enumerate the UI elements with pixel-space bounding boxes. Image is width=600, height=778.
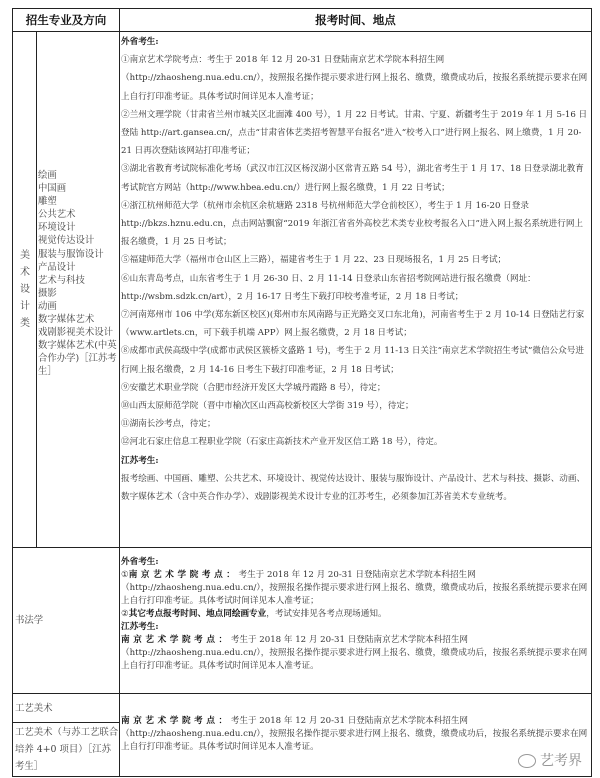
site-text: 考生于 2018 年 12 月 20-31 日登陆南京艺术学院本科招生网（http://zhaosheng.nua.edu.cn/），按照报名操作提示要求进行网上报名、缴费，缴费成功后，按报名系统提示要求在网上自行打印准考证。具体考试时间详见本人准考证。 — [121, 716, 588, 752]
major-item: 视觉传达设计 — [38, 235, 95, 247]
major-item: 服装与服饰设计 — [38, 248, 104, 260]
site-name: 南京艺术学院考点： — [121, 635, 231, 645]
jiangsu-text: 报考绘画、中国画、雕塑、公共艺术、环境设计、视觉传达设计、服装与服饰设计、产品设计、艺术与科技、摄影、动画、数字媒体艺术（含中英合作办学）、戏剧影视美术设计专业的江苏考生，必须参加江苏省美术专业统考。 — [121, 473, 586, 503]
category-label — [18, 247, 32, 332]
item-number: ① — [121, 570, 129, 580]
exam-site-item: ⑥山东青岛考点，山东省考生于 1 月 26-30 日、2 月 11-14 日登录山东省招考院网站进行报名缴费（网址：http://wsbm.sdzk.cn/art），2 月 16-17 日考生下载打印校考准考证，2 月 18 日考试； — [121, 273, 536, 302]
exam-site-item: ⑤福建师范大学（福州市仓山区上三路），福建省考生于 1 月 22、23 日现场报名，1 月 25 日考试； — [121, 255, 507, 266]
site-text: 考生于 2018 年 12 月 20-31 日登陆南京艺术学院本科招生网（http://zhaosheng.nua.edu.cn/），按照报名操作提示要求进行网上报名、缴费，缴费成功后，按报名系统提示要求在网上自行打印准考证。具体考试时间详见本人准考证； — [121, 570, 588, 606]
exam-site-item: ⑫河北石家庄信息工程职业学院（石家庄高新技术产业开发区信工路 18 号），待定。 — [121, 437, 443, 448]
exam-site-item: ⑨安徽艺术职业学院（合肥市经济开发区大学城丹霞路 8 号），待定； — [121, 382, 386, 393]
exam-site-item: ④浙江杭州师范大学（杭州市余杭区余杭塘路 2318 号杭州师范大学仓前校区），考生于 1 月 16-20 日登录 http://bkzs.hznu.edu.cn，点击网站飘窗“2019 年浙江省省外高校艺术类专业校考报名入口”进入网上报名系统进行网上报名缴费，1 月 25 日考试； — [121, 200, 584, 248]
crafts-major-1: 工艺美术 — [15, 703, 53, 714]
out-province-title: 外省考生: — [121, 557, 159, 567]
exam-site-item: ⑩山西太原师范学院（晋中市榆次区山西高校新校区大学街 319 号），待定； — [121, 401, 414, 412]
calligraphy-item-2 — [121, 608, 589, 621]
majors-list — [38, 169, 119, 379]
major-item: 摄影 — [38, 287, 57, 299]
row-divider-2 — [13, 693, 591, 694]
calligraphy-item-1 — [121, 569, 589, 608]
watermark-text: 艺考界 — [540, 753, 582, 769]
jiangsu-title: 江苏考生: — [121, 455, 159, 466]
major-item: 公共艺术 — [38, 209, 76, 221]
crafts-left-divider — [13, 722, 119, 723]
jiangsu-item — [121, 634, 589, 673]
exam-site-item: ⑦河南郑州市 106 中学(郑东新区校区)(郑州市东风南路与正光路交叉口东北角)，河南省考生于 2 月 10-14 日登陆艺行家（www.artlets.cn，可下载手机端 APP）网上报名缴费，2 月 18 日考试； — [121, 310, 585, 339]
category-text: 美 术 设 计 类 — [20, 250, 30, 329]
site-text: ，考试安排见各考点现场通知。 — [266, 609, 387, 619]
wechat-icon — [518, 754, 536, 768]
calligraphy-major: 书法学 — [15, 615, 44, 626]
major-item: 数字媒体艺术(中英合作办学)［江苏考生］ — [38, 340, 117, 378]
out-province-title: 外省考生: — [121, 37, 159, 47]
major-item: 环境设计 — [38, 222, 76, 234]
major-item: 动画 — [38, 300, 57, 312]
crafts-details — [121, 715, 589, 754]
admission-table — [12, 8, 592, 777]
major-item: 数字媒体艺术 — [38, 314, 95, 326]
header-time-place: 报考时间、地点 — [315, 13, 396, 27]
watermark — [518, 750, 582, 770]
site-name: 南京艺术学院考点： — [121, 716, 231, 726]
exam-site-item: ③湖北省教育考试院标准化考场（武汉市江汉区杨汊湖小区常青五路 54 号），湖北省考生于 1 月 17、18 日登录湖北教育考试院官方网站（http://www.hbea.edu.cn/）进行网上报名缴费，1 月 22 日考试； — [121, 164, 584, 193]
crafts-item — [121, 715, 589, 754]
jiangsu-title: 江苏考生: — [121, 622, 159, 632]
category-divider — [36, 31, 37, 547]
item-number: ② — [121, 609, 129, 619]
major-item: 产品设计 — [38, 261, 76, 273]
fine-arts-details — [121, 33, 589, 506]
major-item: 绘画 — [38, 170, 57, 181]
major-item: 中国画 — [38, 183, 67, 195]
exam-site-item: ②兰州文理学院（甘肃省兰州市城关区北面滩 400 号），1 月 22 日考试。甘肃、宁夏、新疆考生于 2019 年 1 月 5-16 日登陆 http://art.gansea.cn/，点击“甘肃省体艺类招考智慧平台报名”进入“校考入口”进行网上报名、网上缴费，1 月 20-21 日再次登陆该网站打印准考证； — [121, 109, 588, 157]
major-item: 雕塑 — [38, 196, 57, 208]
column-divider — [119, 9, 120, 776]
header-major: 招生专业及方向 — [25, 13, 107, 27]
major-item: 戏剧影视美术设计 — [38, 327, 114, 339]
exam-site-item: ⑪湖南长沙考点，待定； — [121, 419, 216, 430]
site-name: 其它考点报考时间、地点同绘画专业 — [128, 609, 267, 619]
calligraphy-details — [121, 556, 589, 673]
exam-site-item: ①南京艺术学院考点：考生于 2018 年 12 月 20-31 日登陆南京艺术学院本科招生网（http://zhaosheng.nua.edu.cn/），按照报名操作提示要求进行网上报名、缴费，缴费成功后，按报名系统提示要求在网上自行打印准考证。具体考试时间详见本人准考证； — [121, 55, 588, 102]
site-text: 考生于 2018 年 12 月 20-31 日登陆南京艺术学院本科招生网（http://zhaosheng.nua.edu.cn/），按照报名操作提示要求进行网上报名、缴费，缴费成功后，按报名系统提示要求在网上自行打印准考证。具体考试时间详见本人准考证。 — [121, 635, 588, 671]
major-item: 艺术与科技 — [38, 274, 85, 286]
site-name: 南京艺术学院考点： — [128, 570, 239, 580]
crafts-major-2: 工艺美术（与苏工艺联合培养 4+0 项目）［江苏考生］ — [15, 727, 119, 772]
exam-site-item: ⑧成都市武侯高级中学(成都市武侯区簇桥文盛路 1 号)，考生于 2 月 11-13 日关注“南京艺术学院招生考试”微信公众号进行网上报名缴费，2 月 14-16 日考生下载打印准考证，2 月 18 日考试； — [121, 346, 584, 375]
